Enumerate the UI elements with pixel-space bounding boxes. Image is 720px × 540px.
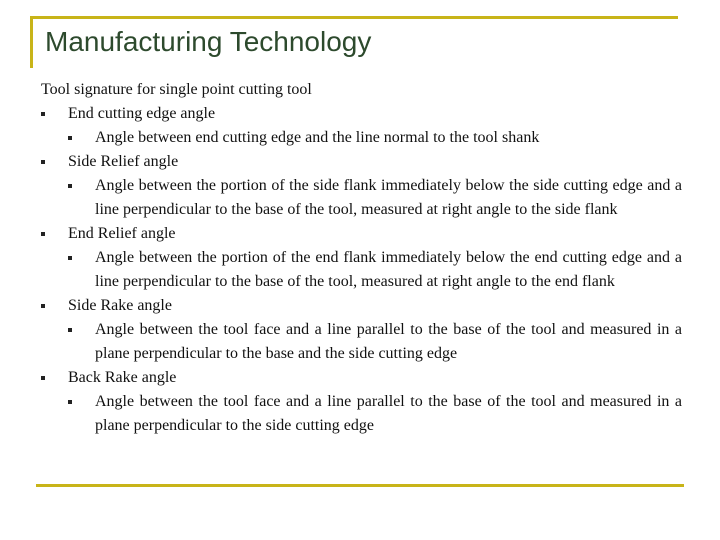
- list-item-side-relief-angle: [41, 150, 682, 174]
- square-bullet-icon: [68, 328, 72, 332]
- item-label: Side Rake angle: [68, 297, 172, 314]
- sub-list-item: [41, 174, 682, 222]
- item-detail: Angle between the portion of the end flank immediately below the end cutting edge and a line perpendicular to the base of the tool, measured at right angle to the end flank: [95, 249, 682, 290]
- square-bullet-icon: [68, 136, 72, 140]
- square-bullet-icon: [41, 112, 45, 116]
- square-bullet-icon: [41, 304, 45, 308]
- item-label: Side Relief angle: [68, 153, 179, 170]
- list-item-end-relief-angle: [41, 222, 682, 246]
- sub-list-item: [41, 390, 682, 438]
- square-bullet-icon: [41, 232, 45, 236]
- slide-body: [41, 78, 682, 438]
- item-label: End Relief angle: [68, 225, 176, 242]
- item-detail: Angle between the tool face and a line parallel to the base of the tool and measured in a plane perpendicular to the side cutting edge: [95, 393, 682, 434]
- item-label: Back Rake angle: [68, 369, 177, 386]
- item-label: End cutting edge angle: [68, 105, 216, 122]
- square-bullet-icon: [68, 256, 72, 260]
- item-detail: Angle between the tool face and a line parallel to the base of the tool and measured in a plane perpendicular to the base and the side cutting edge: [95, 321, 682, 362]
- list-item-back-rake-angle: [41, 366, 682, 390]
- square-bullet-icon: [68, 184, 72, 188]
- title-top-rule: [30, 16, 678, 19]
- square-bullet-icon: [68, 400, 72, 404]
- item-detail: Angle between end cutting edge and the line normal to the tool shank: [95, 129, 540, 146]
- list-item-side-rake-angle: [41, 294, 682, 318]
- intro-text: Tool signature for single point cutting tool: [41, 81, 312, 98]
- bottom-rule: [36, 484, 684, 487]
- list-item-end-cutting-edge-angle: [41, 102, 682, 126]
- square-bullet-icon: [41, 160, 45, 164]
- title-left-rule: [30, 16, 33, 68]
- sub-list-item: [41, 318, 682, 366]
- sub-list-item: [41, 126, 682, 150]
- slide-title: Manufacturing Technology: [45, 26, 372, 57]
- sub-list-item: [41, 246, 682, 294]
- item-detail: Angle between the portion of the side flank immediately below the side cutting edge and a line perpendicular to the base of the tool, measured at right angle to the side flank: [95, 177, 682, 218]
- square-bullet-icon: [41, 376, 45, 380]
